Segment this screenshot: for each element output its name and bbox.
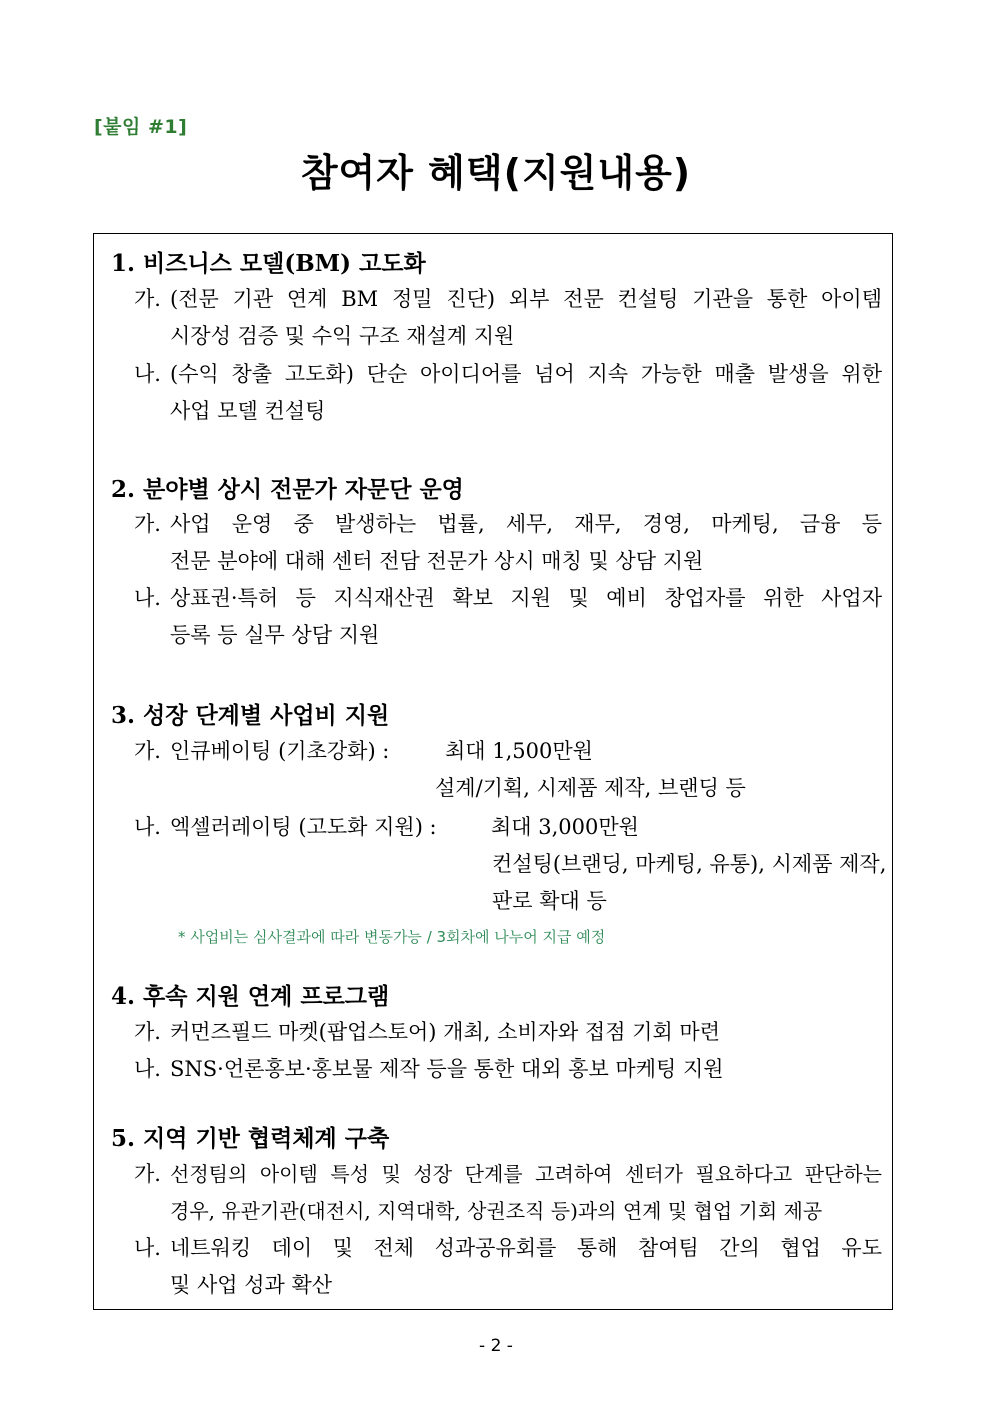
item-marker: 가. <box>134 1162 161 1186</box>
page-title: 참여자 혜택(지원내용) <box>300 151 692 195</box>
attachment-label: [붙임 #1] <box>94 116 188 138</box>
section-2-item-a <box>134 506 882 580</box>
section-heading-4: 4. 후속 지원 연계 프로그램 <box>111 983 390 1010</box>
section-1-item-b <box>134 356 882 430</box>
item-text-line-1: (수익 창출 고도화) 단순 아이디어를 넘어 지속 가능한 매출 발생을 위한 <box>170 362 882 386</box>
item-text-line-1: 네트워킹 데이 및 전체 성과공유회를 통해 참여팀 간의 협업 유도 <box>170 1236 882 1260</box>
section-5-item-b <box>134 1230 882 1304</box>
section-5-item-a <box>134 1156 882 1230</box>
section-3-item-b-marker: 나. <box>134 815 161 839</box>
item-text-line-2: 등록 등 실무 상담 지원 <box>170 623 380 647</box>
item-text-line-1: 사업 운영 중 발생하는 법률, 세무, 재무, 경영, 마케팅, 금융 등 <box>170 512 882 536</box>
section-4-item-b <box>134 1051 882 1088</box>
section-heading-5: 5. 지역 기반 협력체계 구축 <box>111 1125 390 1152</box>
content-box <box>93 233 893 1310</box>
section-3-item-b-amount: 최대 3,000만원 <box>491 815 639 839</box>
section-1-item-a <box>134 281 882 355</box>
section-heading-2: 2. 분야별 상시 전문가 자문단 운영 <box>111 476 464 503</box>
section-heading-1: 1. 비즈니스 모델(BM) 고도화 <box>111 250 426 277</box>
page-number: - 2 - <box>479 1336 513 1356</box>
item-marker: 가. <box>134 512 161 536</box>
item-marker: 가. <box>134 287 161 311</box>
section-4-item-a <box>134 1014 882 1051</box>
item-text-line-1: SNS·언론홍보·홍보물 제작 등을 통한 대외 홍보 마케팅 지원 <box>170 1057 724 1081</box>
section-3-item-a-label: 인큐베이팅 (기초강화) : <box>170 739 390 763</box>
item-text-line-1: 선정팀의 아이템 특성 및 성장 단계를 고려하여 센터가 필요하다고 판단하는 <box>170 1162 882 1186</box>
item-text-line-2: 경우, 유관기관(대전시, 지역대학, 상권조직 등)과의 연계 및 협업 기회 제공 <box>170 1199 823 1223</box>
item-marker: 나. <box>134 362 161 386</box>
item-text-line-2: 및 사업 성과 확산 <box>170 1273 333 1297</box>
section-3-item-a-detail: 설계/기획, 시제품 제작, 브랜딩 등 <box>435 776 746 800</box>
item-marker: 가. <box>134 1020 161 1044</box>
item-marker: 나. <box>134 1057 161 1081</box>
section-3-item-b-detail-2: 판로 확대 등 <box>492 889 607 913</box>
section-3-item-a-marker: 가. <box>134 739 161 763</box>
section-3-item-b-label: 엑셀러레이팅 (고도화 지원) : <box>170 815 437 839</box>
item-marker: 나. <box>134 1236 161 1260</box>
item-text-line-2: 시장성 검증 및 수익 구조 재설계 지원 <box>170 324 515 348</box>
section-2-item-b <box>134 580 882 654</box>
section-3-item-a-amount: 최대 1,500만원 <box>445 739 593 763</box>
item-text-line-1: 커먼즈필드 마켓(팝업스토어) 개최, 소비자와 접점 기회 마련 <box>170 1020 720 1044</box>
item-text-line-1: (전문 기관 연계 BM 정밀 진단) 외부 전문 컨설팅 기관을 통한 아이템 <box>170 287 882 311</box>
item-marker: 나. <box>134 586 161 610</box>
section-3-item-b-detail-1: 컨설팅(브랜딩, 마케팅, 유통), 시제품 제작, <box>492 852 887 876</box>
budget-note: * 사업비는 심사결과에 따라 변동가능 / 3회차에 나누어 지급 예정 <box>178 928 606 946</box>
item-text-line-2: 사업 모델 컨설팅 <box>170 399 326 423</box>
item-text-line-2: 전문 분야에 대해 센터 전담 전문가 상시 매칭 및 상담 지원 <box>170 549 704 573</box>
section-heading-3: 3. 성장 단계별 사업비 지원 <box>111 702 390 729</box>
item-text-line-1: 상표권·특허 등 지식재산권 확보 지원 및 예비 창업자를 위한 사업자 <box>170 586 882 610</box>
